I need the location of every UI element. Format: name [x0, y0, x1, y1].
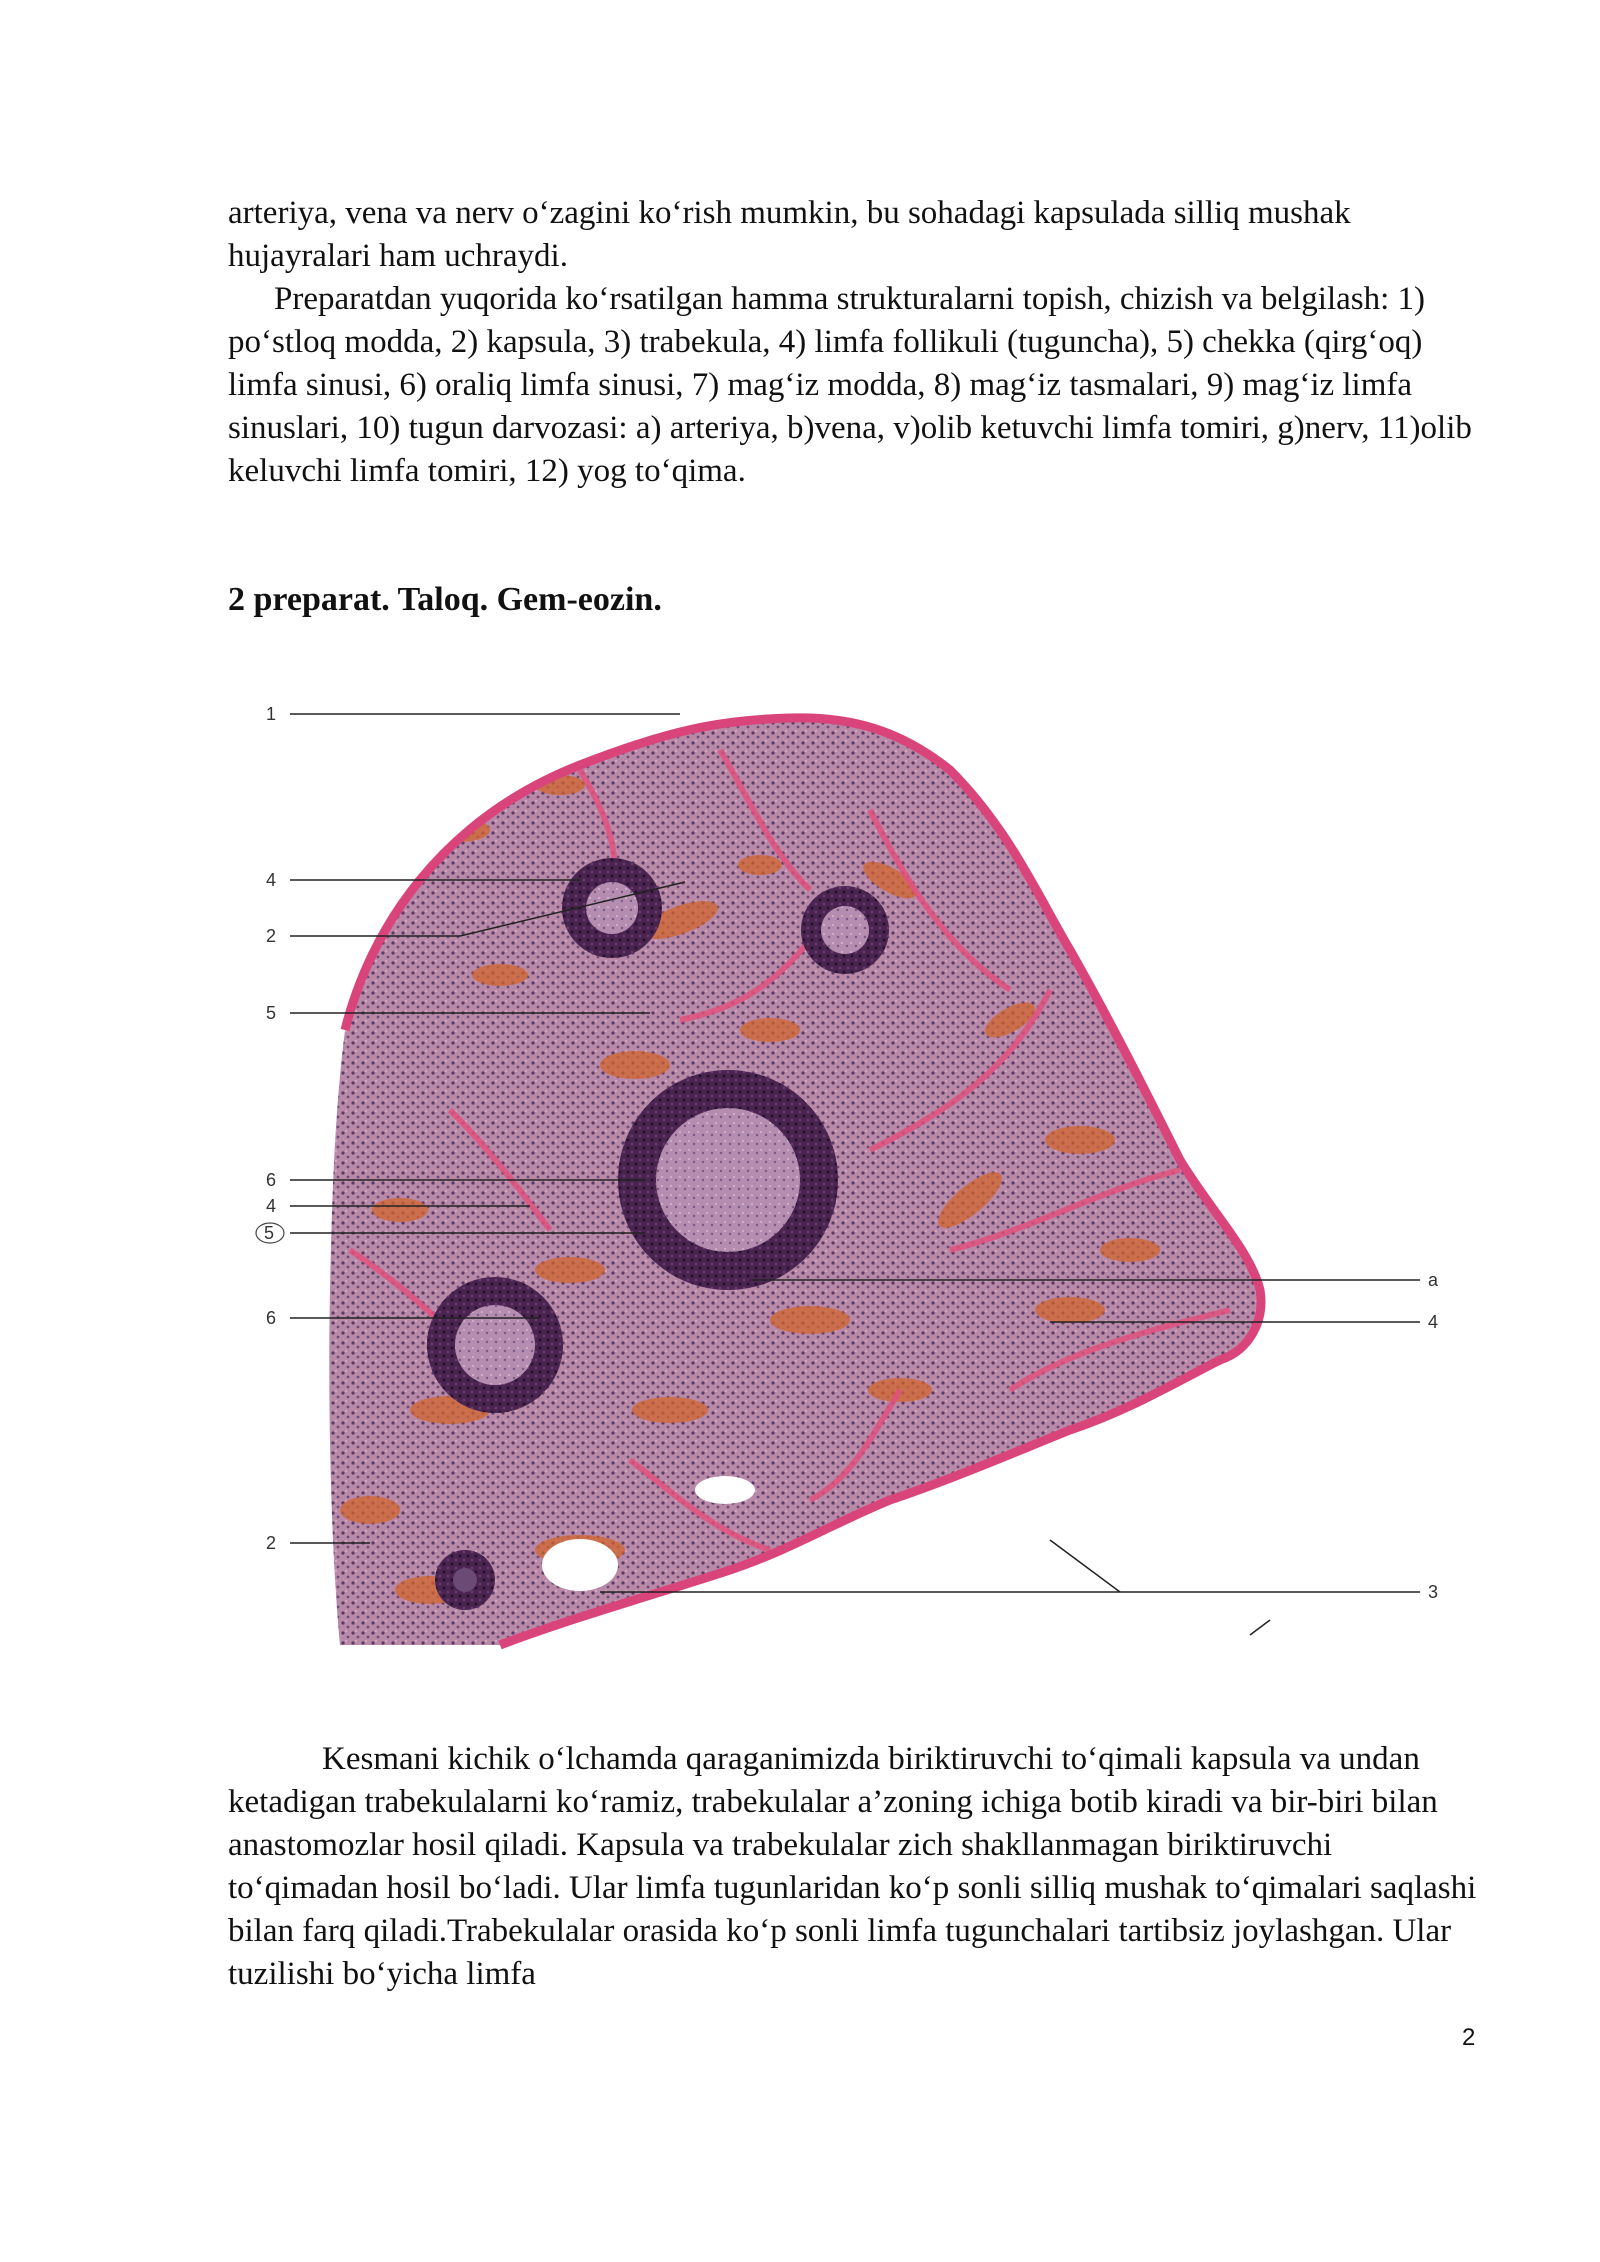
figure-label-6-mid: 6 [266, 1170, 277, 1190]
top-text [228, 192, 1490, 493]
figure-label-2-top: 2 [266, 926, 277, 946]
figure-label-a: a [1428, 1270, 1439, 1290]
section-heading: 2 preparat. Taloq. Gem-eozin. [228, 581, 662, 618]
vessel-lumen [695, 1476, 755, 1504]
follicle-large [618, 1070, 838, 1290]
vessel-lumen [542, 1539, 618, 1591]
bottom-text [228, 1738, 1490, 1996]
spleen-histology-figure [250, 690, 1480, 1670]
figure-label-5-top: 5 [266, 1003, 277, 1023]
page-number: 2 [1462, 2024, 1476, 2051]
figure-label-6-low: 6 [266, 1308, 277, 1328]
figure-label-2-bottom: 2 [266, 1533, 277, 1553]
paragraph-1: arteriya, vena va nerv o‘zagini ko‘rish mumkin, bu sohadagi kapsulada silliq mushak hujayralari ham uchraydi. [228, 195, 1351, 274]
figure-label-1: 1 [266, 704, 277, 724]
paragraph-2: Preparatdan yuqorida ko‘rsatilgan hamma strukturalarni topish, chizish va belgilash: 1) po‘stloq modda, 2) kapsula, 3) trabekula, 4) limfa follikuli (tuguncha), 5) chekka (qirg‘oq) limfa sinusi, 6) oraliq limfa sinusi, 7) mag‘iz modda, 8) mag‘iz tasmalari, 9) mag‘iz limfa sinuslari, 10) tugun darvozasi: a) arteriya, b)vena, v)olib ketuvchi limfa tomiri, g)nerv, 11)olib keluvchi limfa tomiri, 12) yog to‘qima. [228, 281, 1472, 489]
figure-label-4-mid: 4 [266, 1196, 277, 1216]
follicle-small-2 [801, 886, 889, 974]
figure-label-3: 3 [1428, 1582, 1439, 1602]
follicle-medium [427, 1277, 563, 1413]
follicle-tiny [435, 1550, 495, 1610]
figure-label-4-right: 4 [1428, 1312, 1439, 1332]
spleen-illustration [250, 690, 1480, 1670]
paragraph-3: Kesmani kichik o‘lchamda qaraganimizda biriktiruvchi to‘qimali kapsula va undan ketadigan trabekulalarni ko‘ramiz, trabekulalar a’zoning ichiga botib kiradi va bir-biri bilan anastomozlar hosil qiladi. Kapsula va trabekulalar zich shakllanmagan biriktiruvchi to‘qimadan hosil bo‘ladi. Ular limfa tugunlaridan ko‘p sonli silliq mushak to‘qimalari saqlashi bilan farq qiladi.Trabekulalar orasida ko‘p sonli limfa tugunchalari tartibsiz joylashgan. Ular tuzilishi bo‘yicha limfa [228, 1741, 1477, 1992]
figure-label-4-top: 4 [266, 870, 277, 890]
figure-label-5-mid: 5 [264, 1223, 275, 1243]
